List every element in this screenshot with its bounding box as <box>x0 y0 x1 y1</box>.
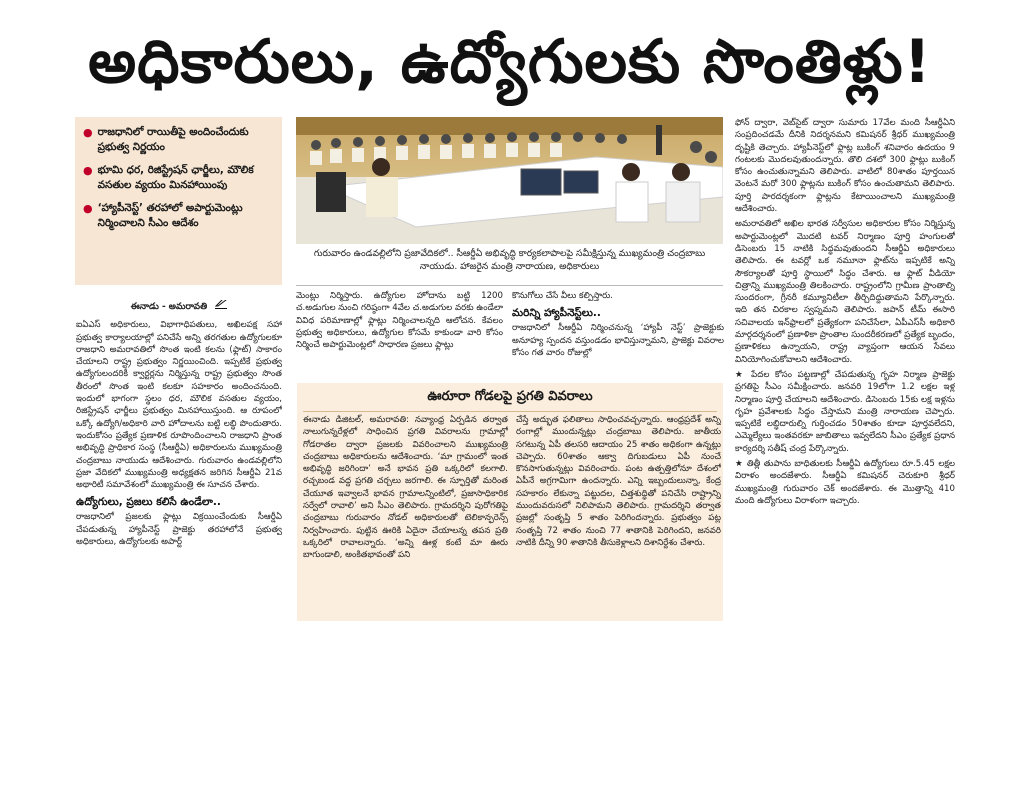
bullet-icon: ● <box>83 164 93 177</box>
paragraph: ఫోన్ ద్వారా, వెబ్‌సైట్ ద్వారా సుమారు 17వేల మంది సీఆర్డీఏని సంప్రదించడమే దీనికి నిదర్శనమని కమిషనర్ శ్రీధర్ ముఖ్యమంత్రి దృష్టికి తెచ్చారు. హ్యాపీనెస్ట్‌లో ఫ్లాట్ల బుకింగ్ శనివారం ఉదయం 9 గంటలకు మొదలవుతుందన్నారు. తొలి దశలో 300 ఫ్లాట్లు బుకింగ్ కోసం ఉంచుతున్నామని తెలిపారు. వాటిలో 80శాతం పూర్తయిన వెంటనే మరో 300 ఫ్లాట్లను బుకింగ్ కోసం ఉంచుతామని తెలిపారు. పూర్తి పారదర్శకంగా ఫ్లాట్లను కేటాయించాలని ముఖ్యమంత్రి ఆదేశించారు. <box>735 118 955 215</box>
highlight-item <box>83 125 274 155</box>
headline: అధికారులు, ఉద్యోగులకు సొంతిళ్లు! <box>88 27 932 97</box>
sidebar-story-title: ఊరూరా గోడలపై ప్రగతి వివరాలు <box>427 389 593 404</box>
paragraph: ★ పేదల కోసం పట్టణాల్లో చేపడుతున్న గృహ నిర్మాణ ప్రాజెక్టు ప్రగతిపై సీఎం సమీక్షించారు. జనవరి 19లోగా 1.2 లక్షల ఇళ్ల నిర్మాణం పూర్తి చేయాలని ఆదేశించారు. డిసెంబరు 15కు లక్ష ఇళ్లను గృహ ప్రవేశాలకు సిద్ధం చేస్తామని మంత్రి నారాయణ చెప్పారు. ఇప్పటికే లబ్ధిదారుల్ని గుర్తించడం 50శాతం కూడా పూర్తవలేదని, ఎమ్మెల్యేలు ఇంతవరకూ జాబితాలు ఇవ్వలేదని సీఎం ప్రత్యేక ప్రధాన కార్యదర్శి సతీష్ చంద్ర పేర్కొన్నారు. <box>735 369 955 454</box>
highlight-item <box>83 201 274 231</box>
subheading: మరిన్ని హ్యాపీనెస్ట్‌లు.. <box>512 307 601 320</box>
bullet-icon: ● <box>83 126 93 139</box>
meeting-photo <box>296 117 723 244</box>
paragraph: రాజధానిలో సీఆర్డీఏ నిర్మించనున్న ‘హ్యాపీ నెస్ట్’ ప్రాజెక్టుకు అనూహ్య స్పందన వస్తుండడం భావిస్తున్నామని, ప్రాజెక్టు వివరాల కోసం గత వారం రోజుల్లో <box>512 323 724 358</box>
highlight-text: రాజధానిలో రాయితీపై అందించేందుకు ప్రభుత్వ నిర్ణయం <box>97 126 249 153</box>
paragraph: ఈనాడు డిజిటల్, అమరావతి: నవ్యాంధ్ర ఏర్పడిన తర్వాత నాలుగున్నరేళ్లలో సాధించిన ప్రగతి వివరాలను గ్రామాల్లో గోడరాతల ద్వారా ప్రజలకు వివరించాలని ముఖ్యమంత్రి చంద్రబాబు అధికారులను ఆదేశించారు. ‘మా గ్రామంలో ఇంత అభివృద్ధి జరిగిందా’ అనే భావన ప్రతి ఒక్కరిలో కలగాలి. రచ్చబండ వద్ద ప్రగతి చర్చలు జరగాలి. ఈ స్ఫూర్తితో మరింత చేయూత ఇవ్వాలనే భావన గ్రామాలన్నింటిలో, ప్రజాసాధికారిక సర్వేలో రావాలి’ అని సీఎం తెలిపారు. గ్రామదర్శిని పురోగతిపై చంద్రబాబు గురువారం నోడల్ అధికారులతో టెలికాన్ఫరెన్స్ నిర్వహించారు. పుట్టిన ఊరికి ఏదైనా చేయాలన్న తపన ప్రతి ఒక్కరిలో రావాలన్నారు. ‘అన్ని ఊళ్ల కంటే మా ఊరు బాగుండాలి, అంకితభావంతో పని <box>303 415 508 561</box>
column-2 <box>296 290 503 380</box>
divider <box>303 411 717 412</box>
divider <box>296 285 723 286</box>
highlight-item <box>83 163 274 193</box>
highlight-text: ‘హ్యాపీనెస్ట్’ తరహాలో అపార్టుమెంట్లు నిర్మించాలని సీఎం ఆదేశం <box>97 202 243 229</box>
bullet-icon: ● <box>83 202 93 215</box>
byline <box>76 300 282 313</box>
column-3 <box>512 290 724 380</box>
pen-icon <box>215 300 227 309</box>
paragraph: రాజధానిలో ప్రజలకు ఫ్లాట్లు విక్రయించేందుకు సీఆర్డీఏ చేపడుతున్న హ్యాపీనెస్ట్ ప్రాజెక్టు తరహాలోనే ప్రభుత్వ అధికారులు, ఉద్యోగులకు అపార్ట్ <box>76 512 282 548</box>
paragraph: మెంట్లు నిర్మిస్తారు. ఉద్యోగుల హోదాను బట్టి 1200 చ.అడుగుల నుంచి గరిష్ఠంగా 4వేల చ.అడుగుల వరకు ఉండేలా వివిధ పరిమాణాల్లో ఫ్లాట్లు నిర్మించాలన్నది ఆలోచన. కేవలం ప్రభుత్వ అధికారులు, ఉద్యోగుల కోసమే కాకుండా వారి కోసం నిర్మించే అపార్టుమెంట్లలో సాధారణ ప్రజలు ఫ్లాట్లు <box>296 291 503 351</box>
highlight-text: భూమి ధర, రిజిస్ట్రేషన్ ఛార్జీలు, మౌలిక వసతుల వ్యయం మినహాయింపు <box>97 164 254 191</box>
sidebar-story-column-2 <box>516 414 721 624</box>
subheading: ఉద్యోగులు, ప్రజలు కలిసే ఉండేలా.. <box>76 496 221 509</box>
paragraph: చేస్తే అద్భుత ఫలితాలు సాధించవచ్చన్నారు. ఆంధ్రప్రదేశ్ అన్ని రంగాల్లో ముందున్నట్లు చంద్రబాబు తెలిపారు. జాతీయ సగటున్న ఏపీ తలసరి ఆదాయం 25 శాతం అధికంగా ఉన్నట్లు చెప్పారు. 60శాతం ఆక్వా దిగుబడులు ఏపీ నుంచే కొనసాగుతున్నట్లు వివరించారు. పంట ఉత్పత్తిలోనూ దేశంలో ఏపీనే అగ్రగామిగా ఉందన్నారు. ఎన్ని ఇబ్బందులున్నా, కేంద్ర సహకారం లేకున్నా పట్టుదల, చిత్తశుద్ధితో పనిచేసి రాష్ట్రాన్ని ముందువరుసలో నిలిపామని తెలిపారు. గ్రామదర్శిని తర్వాత ప్రజల్లో సంతృప్తి 5 శాతం పెరిగిందన్నారు. ప్రభుత్వం పట్ల సంతృప్తి 72 శాతం నుంచి 77 శాతానికి పెరిగిందని, జనవరి నాటికి దీన్ని 90 శాతానికి తీసుకెళ్లాలని దిశానిర్దేశం చేశారు. <box>516 415 721 548</box>
paragraph: అమరావతిలో అఖిల భారత సర్వీసుల అధికారుల కోసం నిర్మిస్తున్న అపార్టుమెంట్లలో మొదటి టవర్ నిర్మాణం పూర్తి హంగులతో డిసెంబరు 15 నాటికి సిద్ధమవుతుందని సీఆర్డీఏ అధికారులు తెలిపారు. ఈ టవర్లో ఒక నమూనా ఫ్లాట్‌ను ఇప్పటికే అన్ని సౌకర్యాలతో పూర్తి స్థాయిలో సిద్ధం చేశారు. ఆ ఫ్లాట్ వీడియో చిత్రాన్ని ముఖ్యమంత్రి తిలకించారు. రాష్ట్రంలోని గ్రామీణ ప్రాంతాల్ని సుందరంగా, గ్రీనరీ కమ్యూనిటీలా తీర్చిదిద్దుతామని పేర్కొన్నారు. ఇది తన చిరకాల స్వప్నమని తెలిపారు. జపాన్ టీమ్ ఈసారి సచివాలయ ఇన్‌ఫ్రాలలో ప్రత్యేకంగా పనిచేసేలా, ఏపీఎస్‌సీ అధికారి మార్గదర్శనంలో ప్రణాళికా ప్రాంతాల సుందరీకరణలో ప్రత్యేక బృందం, ప్రణాళికలు ఉన్నాయని, రాష్ట్ర వ్యాప్తంగా ఆయన సేవలు వినియోగించుకోవాలని ఆదేశించారు. <box>735 219 955 365</box>
byline-text: ఈనాడు - అమరావతి <box>130 302 208 312</box>
paragraph: ★ తిత్లీ తుపాను బాధితులకు సీఆర్డీఏ ఉద్యోగులు రూ.5.45 లక్షల విరాళం అందజేశారు. సీఆర్డీఏ కమిషనర్ చెరుకూరి శ్రీధర్ ముఖ్యమంత్రి గురువారం చెక్ అందజేశారు. ఈ మొత్తాన్ని 410 మంది ఉద్యోగులు విరాళంగా ఇచ్చారు. <box>735 459 955 506</box>
column-4 <box>735 117 955 627</box>
paragraph: ఐఏఎస్ అధికారులు, విభాగాధిపతులు, అఖిలపక్ష సహా ప్రభుత్వ కార్యాలయాల్లో పనిచేసే అన్ని తరగతుల ఉద్యోగులకూ రాజధాని అమరావతిలో సొంత ఇంటి కలను (ఫ్లాట్) సాకారం చేయాలని రాష్ట్ర ప్రభుత్వం నిర్ణయించింది. ఇప్పటికే ప్రభుత్వ ఉద్యోగులందరికీ క్వార్టర్లను నిర్మిస్తున్న రాష్ట్ర ప్రభుత్వం సొంత తీరంలో సొంత ఇంటి కలకూ సహకారం అందించనుంది. ఇందులో భాగంగా స్థలం ధర, మౌలిక వసతుల వ్యయం, రిజిస్ట్రేషన్ ఛార్జీలు ప్రభుత్వం మినహాయిస్తుంది. ఆ రూపంలో ఒక్కో ఉద్యోగి/అధికారి వారి హోదాలను బట్టి లబ్ధి పొందుతారు. ఇందుకోసం ప్రత్యేక ప్రణాళిక రూపొందించాలని రాజధాని ప్రాంత అభివృద్ధి ప్రాధికార సంస్థ (సీఆర్డీఏ) అధికారులను ముఖ్యమంత్రి చంద్రబాబు నాయుడు ఆదేశించారు. గురువారం ఉండవల్లిలోని ప్రజా వేదికలో ముఖ్యమంత్రి అధ్యక్షతన జరిగిన సీఆర్డీఏ 21వ అథారిటీ సమావేశంలో ముఖ్యమంత్రి ఈ సూచన చేశారు. <box>76 320 282 491</box>
sidebar-story-column-1 <box>303 414 508 624</box>
paragraph: కొనుగోలు చేసే వీలు కల్పిస్తారు. <box>512 291 613 301</box>
photo-caption: గురువారం ఉండవల్లిలోని ప్రజావేదికలో.. సీఆర్డీఏ అభివృద్ధి కార్యకలాపాలపై సమీక్షిస్తున్న ముఖ్యమంత్రి చంద్రబాబు నాయుడు. హాజరైన మంత్రి నారాయణ, అధికారులు <box>313 248 706 272</box>
highlights-box <box>75 117 282 285</box>
column-1 <box>76 300 282 630</box>
